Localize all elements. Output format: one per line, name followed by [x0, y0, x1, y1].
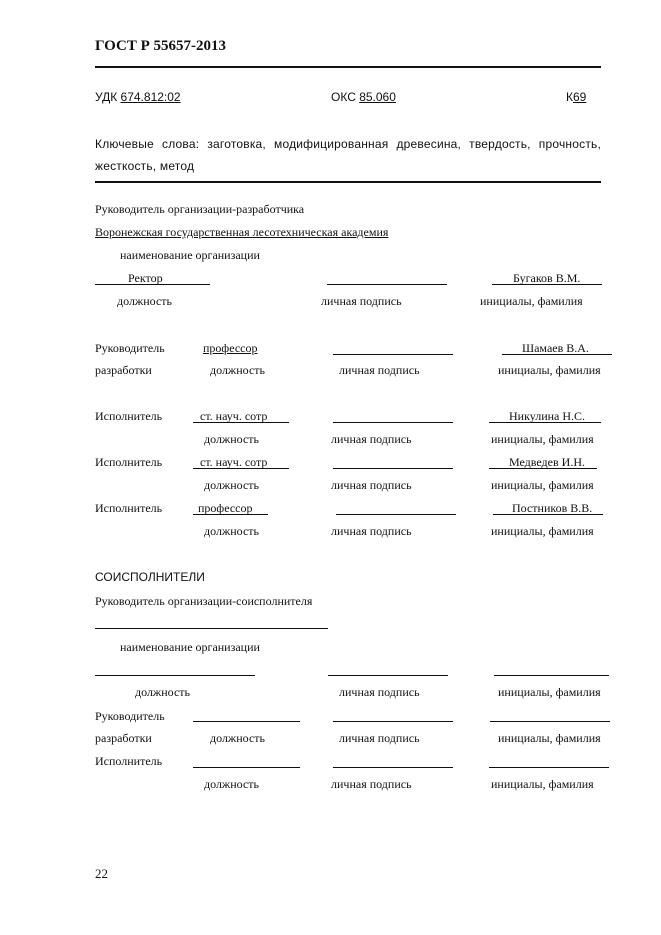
executor-1-name: Никулина Н.С. — [509, 409, 586, 423]
keywords: Ключевые слова: заготовка, модифицированная древесина, твердость, прочность, жесткость, метод — [95, 137, 601, 173]
coexecutor-lead-label-line2: разработки — [95, 731, 152, 745]
executor-2-name-line — [489, 468, 597, 469]
oks-value: 85.060 — [359, 90, 396, 104]
udk-label: УДК — [95, 90, 118, 104]
rector-name-line — [492, 284, 602, 285]
executor-3-caption-initials: инициалы, фамилия — [491, 524, 594, 538]
executor-1-name-line — [489, 422, 601, 423]
coexecutor-lead-caption-signature: личная подпись — [339, 731, 420, 745]
executor-3-signature-line — [336, 514, 456, 515]
executor-2-caption-signature: личная подпись — [331, 478, 412, 492]
coexecutor-lead-label-line1: Руководитель — [95, 709, 165, 723]
executor-3-caption-signature: личная подпись — [331, 524, 412, 538]
coexecutor-lead-name-line — [490, 721, 610, 722]
coexecutor-executor-name-line — [489, 767, 609, 768]
coexecutor-caption-initials: инициалы, фамилия — [498, 685, 601, 699]
developer-org-caption: наименование организации — [120, 248, 260, 262]
lead-label-line2: разработки — [95, 363, 152, 377]
coexecutor-executor-signature-line — [333, 767, 453, 768]
coexecutor-executor-position-line — [193, 767, 300, 768]
coexecutor-org-name-line — [95, 628, 328, 629]
lead-caption-signature: личная подпись — [339, 363, 420, 377]
executor-3-caption-position: должность — [204, 524, 259, 538]
coexecutor-head-name-line — [494, 675, 609, 676]
caption-signature: личная подпись — [321, 294, 402, 308]
udk-code — [95, 90, 181, 104]
k-label: К — [566, 90, 573, 104]
executor-2-label: Исполнитель — [95, 455, 163, 469]
executor-1-caption-position: должность — [204, 432, 259, 446]
rector-signature-line — [327, 284, 447, 285]
coexecutor-org-head-label: Руководитель организации-соисполнителя — [95, 594, 313, 608]
coexecutor-head-signature-line — [328, 675, 448, 676]
executor-2-signature-line — [333, 468, 453, 469]
lead-position: профессор — [203, 341, 258, 355]
oks-label: ОКС — [331, 90, 356, 104]
coexecutor-executor-label: Исполнитель — [95, 754, 163, 768]
rector-position-line — [95, 284, 210, 285]
coexecutor-head-position-line — [95, 675, 255, 676]
executor-2-name: Медведев И.Н. — [509, 455, 585, 469]
executor-3-position-line — [193, 514, 268, 515]
executor-1-caption-signature: личная подпись — [331, 432, 412, 446]
coexecutor-executor-caption-position: должность — [204, 777, 259, 791]
document-title: ГОСТ Р 55657-2013 — [95, 38, 227, 54]
coexecutor-caption-signature: личная подпись — [339, 685, 420, 699]
coexecutor-lead-caption-position: должность — [210, 731, 265, 745]
executor-1-position: ст. науч. сотр — [200, 409, 268, 423]
executor-2-position-line — [193, 468, 289, 469]
executor-3-label: Исполнитель — [95, 501, 163, 515]
coexecutor-lead-position-line — [193, 721, 300, 722]
rector-name: Бугаков В.М. — [513, 271, 581, 285]
page-number: 22 — [95, 866, 108, 881]
caption-initials: инициалы, фамилия — [480, 294, 583, 308]
lead-signature-line — [333, 354, 453, 355]
executor-1-signature-line — [333, 422, 453, 423]
coexecutor-executor-caption-initials: инициалы, фамилия — [491, 777, 594, 791]
executor-3-position: профессор — [198, 501, 253, 515]
executor-2-position: ст. науч. сотр — [200, 455, 268, 469]
lead-name-line — [502, 354, 612, 355]
coexecutor-org-caption: наименование организации — [120, 640, 260, 654]
executor-1-caption-initials: инициалы, фамилия — [491, 432, 594, 446]
developer-org-head-label: Руководитель организации-разработчика — [95, 202, 305, 216]
developer-org-name: Воронежская государственная лесотехническая академия — [95, 225, 389, 239]
keywords-rule — [95, 181, 601, 183]
oks-code — [331, 90, 396, 104]
lead-label-line1: Руководитель — [95, 341, 165, 355]
udk-value: 674.812:02 — [120, 90, 181, 104]
rector-position: Ректор — [128, 271, 163, 285]
executor-3-name: Постников В.В. — [512, 501, 593, 515]
coexecutor-executor-caption-signature: личная подпись — [331, 777, 412, 791]
lead-name: Шамаев В.А. — [522, 341, 589, 355]
header-rule — [95, 66, 601, 68]
k-value: 69 — [573, 90, 587, 104]
executor-3-name-line — [493, 514, 603, 515]
coexecutor-caption-position: должность — [135, 685, 190, 699]
coexecutors-heading: СОИСПОЛНИТЕЛИ — [95, 570, 205, 584]
executor-1-label: Исполнитель — [95, 409, 163, 423]
k-code — [566, 90, 586, 104]
coexecutor-lead-signature-line — [333, 721, 453, 722]
executor-2-caption-position: должность — [204, 478, 259, 492]
coexecutor-lead-caption-initials: инициалы, фамилия — [498, 731, 601, 745]
lead-caption-position: должность — [210, 363, 265, 377]
executor-2-caption-initials: инициалы, фамилия — [491, 478, 594, 492]
executor-1-position-line — [193, 422, 289, 423]
caption-position: должность — [117, 294, 172, 308]
lead-caption-initials: инициалы, фамилия — [498, 363, 601, 377]
